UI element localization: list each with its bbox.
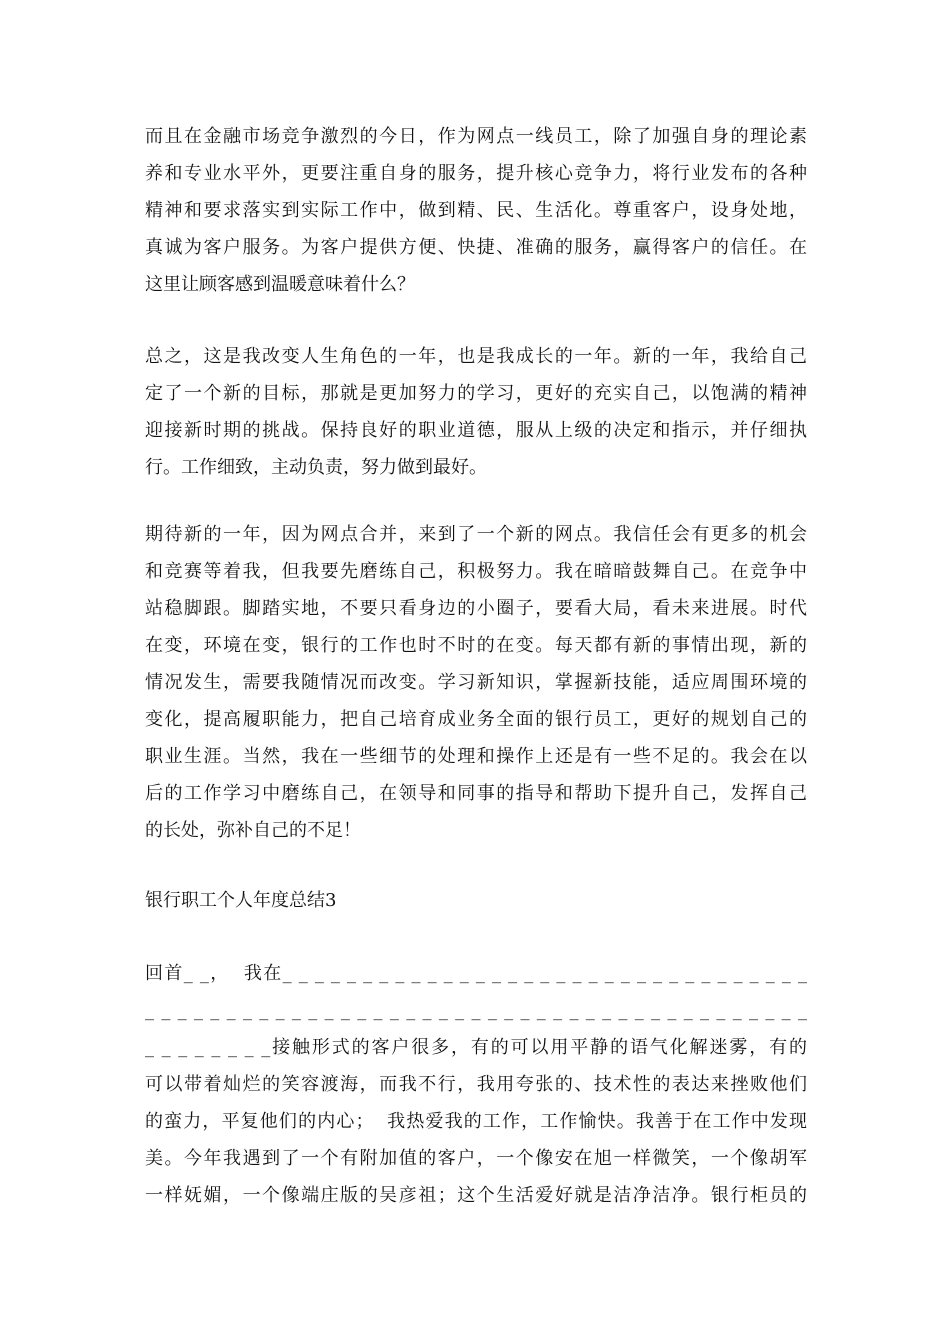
- section-heading: 银行职工个人年度总结3: [145, 890, 337, 911]
- paragraph-1: [145, 118, 807, 303]
- paragraph-2: [145, 338, 807, 486]
- text-line: 定了一个新的目标，那就是更加努力的学习，更好的充实自己，以饱满的精神: [145, 383, 807, 404]
- text-line: 站稳脚跟。脚踏实地，不要只看身边的小圈子，要看大局，看未来进展。时代: [145, 598, 807, 619]
- text-line: 真诚为客户服务。为客户提供方便、快捷、准确的服务，赢得客户的信任。在: [145, 237, 807, 258]
- text-line: 行。工作细致，主动负责，努力做到最好。: [145, 457, 487, 478]
- text-line: 养和专业水平外，更要注重自身的服务，提升核心竞争力，将行业发布的各种: [145, 163, 807, 184]
- text-line: 这里让顾客感到温暖意味着什么？: [145, 274, 415, 295]
- text-line: 精神和要求落实到实际工作中，做到精、民、生活化。尊重客户，设身处地，: [145, 200, 807, 221]
- text-line: 可以带着灿烂的笑容渡海，而我不行，我用夸张的、技术性的表达来挫败他们: [145, 1074, 807, 1095]
- text-line: 回首_ _， 我在_ _ _ _ _ _ _ _ _ _ _ _ _ _ _ _ _ _ _ _ _ _ _ _ _ _ _ _ _ _ _ _ _: [145, 963, 807, 984]
- paragraph-3: [145, 516, 807, 849]
- text-line: 迎接新时期的挑战。保持良好的职业道德，服从上级的决定和指示，并仔细执: [145, 420, 807, 441]
- text-line: 后的工作学习中磨练自己，在领导和同事的指导和帮助下提升自己，发挥自己: [145, 783, 807, 804]
- text-line: 和竞赛等着我，但我要先磨练自己，积极努力。我在暗暗鼓舞自己。在竞争中: [145, 561, 807, 582]
- text-line: 变化，提高履职能力，把自己培育成业务全面的银行员工，更好的规划自己的: [145, 709, 807, 730]
- text-line: 一样妩媚，一个像端庄版的吴彦祖；这个生活爱好就是洁净洁净。银行柜员的: [145, 1185, 807, 1206]
- text-line: 而且在金融市场竞争激烈的今日，作为网点一线员工，除了加强自身的理论素: [145, 126, 807, 147]
- text-line: 总之，这是我改变人生角色的一年，也是我成长的一年。新的一年，我给自己: [145, 346, 807, 367]
- text-line: 情况发生，需要我随情况而改变。学习新知识，掌握新技能，适应周围环境的: [145, 672, 807, 693]
- text-line: 的长处，弥补自己的不足！: [145, 820, 361, 841]
- text-line: 在变，环境在变，银行的工作也时不时的在变。每天都有新的事情出现，新的: [145, 635, 807, 656]
- text-line: 期待新的一年，因为网点合并，来到了一个新的网点。我信任会有更多的机会: [145, 524, 807, 545]
- text-line: 的蛮力，平复他们的内心； 我热爱我的工作，工作愉快。我善于在工作中发现: [145, 1111, 807, 1132]
- text-line: 美。今年我遇到了一个有附加值的客户，一个像安在旭一样微笑，一个像胡军: [145, 1148, 807, 1169]
- text-line: _ _ _ _ _ _ _ _接触形式的客户很多，有的可以用平静的语气化解迷雾，有的: [145, 1037, 807, 1058]
- text-line: 职业生涯。当然，我在一些细节的处理和操作上还是有一些不足的。我会在以: [145, 746, 807, 767]
- text-line: _ _ _ _ _ _ _ _ _ _ _ _ _ _ _ _ _ _ _ _ _ _ _ _ _ _ _ _ _ _ _ _ _ _ _ _ _ _ _ _ _: [145, 1000, 807, 1021]
- paragraph-4: [145, 955, 807, 1214]
